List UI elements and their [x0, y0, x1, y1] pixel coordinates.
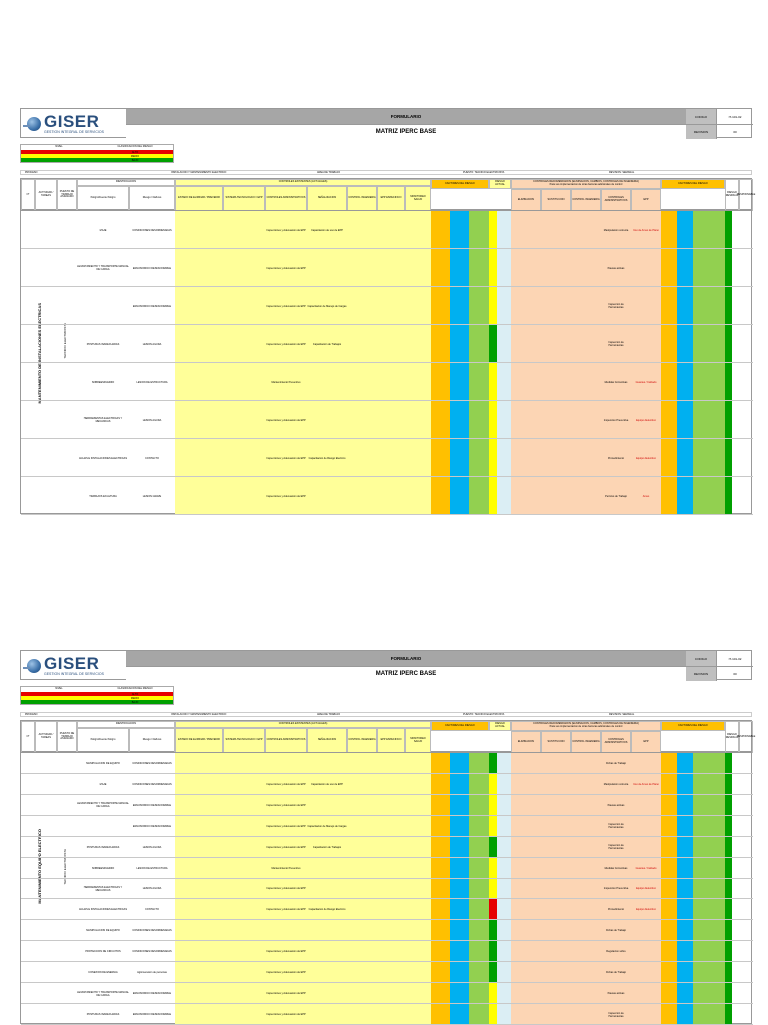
current-risk-cell	[489, 363, 497, 400]
epp-text: Uso de Arnes de Plano	[633, 228, 659, 232]
current-risk-cell	[489, 837, 497, 857]
epp-text: Equipo dielectrico	[636, 456, 656, 460]
activity-text	[77, 287, 129, 325]
table-body	[20, 210, 752, 514]
proposals-title: CONTROLES RECOMENDADOS (ELIMINACION, CAMBIOS, CONTROLES DE INGENIERIA)	[533, 722, 639, 726]
legend-high: ALTO	[131, 150, 139, 154]
proposal-text: Permiso de Trabajo	[605, 494, 627, 498]
admin-control-text: Inspecciones y Adecuacion de EPP	[266, 908, 306, 912]
hazard-text: CONDICIONES DESORDENADAS	[132, 228, 172, 232]
process-info-row	[20, 170, 752, 175]
activity-text: POSTURAS INADECUADAS	[86, 1013, 120, 1017]
engineering-control-text	[307, 401, 347, 439]
activity-text: LEVANTAMIENTO Y TRANSPORTE MANUAL DE CARGA	[77, 265, 129, 271]
engineering-control-text	[307, 477, 347, 515]
activity-text	[77, 816, 129, 837]
admin-control-text: Inspecciones y Adecuacion de EPP	[266, 782, 306, 786]
activity-text: SOBREESFUERZO	[91, 866, 115, 870]
table-row	[21, 363, 753, 401]
col-post: PUESTO DE TRABAJO ASIGNADO	[57, 721, 77, 753]
admin-control-text: Inspecciones y Adecuacion de EPP	[266, 887, 306, 891]
proposal-text: Medidas Correctivas	[604, 380, 628, 384]
post-label: TECNICO ELECTRICISTA	[63, 323, 67, 359]
legend-high: ALTO	[131, 692, 139, 696]
residual-risk-cell	[725, 439, 732, 476]
epp-text	[631, 1004, 661, 1025]
col-c4: SEÑALIZACION	[307, 728, 347, 753]
info-area: AREA DE TRABAJO	[317, 171, 341, 174]
admin-control-text: Inspecciones y Adecuacion de EPP	[266, 845, 306, 849]
col-p4: CONTROLES ADMINISTRATIVOS	[601, 731, 631, 753]
risk-legend	[20, 144, 174, 163]
col-p1: ELIMINACION	[511, 731, 541, 753]
current-risk-cell	[489, 439, 497, 476]
admin-control-text: Inspecciones y Adecuacion de EPP	[266, 266, 306, 270]
table-row	[21, 920, 753, 941]
admin-control-text: Inspecciones y Adecuacion de EPP	[266, 971, 306, 975]
residual-risk-cell	[725, 983, 732, 1003]
table-row	[21, 879, 753, 900]
residual-risk-cell	[725, 879, 732, 899]
revision-label: REVISION	[686, 667, 716, 681]
proposal-text: Procedimiento	[608, 908, 624, 912]
col-p1: ELIMINACION	[511, 189, 541, 211]
globe-icon	[27, 659, 41, 673]
epp-text: Uso de Arnes de Plano	[633, 782, 659, 786]
engineering-control-text: Capacitacion de uso de EPP	[311, 228, 343, 232]
admin-control-text: Inspecciones y Adecuacion de EPP	[266, 1013, 306, 1017]
engineering-control-text	[307, 920, 347, 941]
current-risk-cell	[489, 401, 497, 438]
proposal-text: Inspeccion de Herramientas	[608, 341, 624, 347]
residual-risk-cell	[725, 920, 732, 940]
area-label: MANTENIMIENTO EQUIPO ELECTRICO	[37, 829, 42, 904]
info-process: PROCESO	[25, 171, 38, 174]
epp-text	[631, 753, 661, 774]
current-risk-cell	[489, 879, 497, 899]
table-row	[21, 816, 753, 837]
info-process-name: INSTALACION Y MANTENIMIENTO ELECTRICO	[171, 713, 227, 716]
col-c2: SISTEMA TECNOLOGICO / EPP	[223, 186, 265, 211]
proposal-text: Manipulacion correcta	[603, 782, 629, 786]
current-risk-cell	[489, 325, 497, 362]
table-header	[20, 720, 756, 752]
col-proposals	[511, 721, 661, 731]
col-current-risk: RIESGO ACTUAL	[489, 721, 511, 731]
risk-legend	[20, 686, 174, 705]
proposal-text: Pausas activas	[607, 803, 625, 807]
epp-text	[631, 287, 661, 325]
residual-risk-cell	[725, 816, 732, 836]
col-activity: ACTIVIDAD / TAREAS	[35, 721, 57, 753]
legend-level-header: NIVEL	[55, 687, 63, 690]
proposal-text: Manipulacion correcta	[603, 228, 629, 232]
table-row	[21, 941, 753, 962]
legend-medium: MEDIO	[130, 696, 140, 700]
hazard-text: CONTACTO	[145, 456, 159, 460]
hazard-text: ERGONOMICO DESFAVORABLE	[132, 992, 172, 996]
hazard-text: LESION AGUDA	[142, 845, 162, 849]
brand-logo	[21, 109, 126, 139]
col-p5: EPP	[631, 189, 661, 211]
matrix-sheet-2	[20, 650, 756, 1024]
proposal-text: Fichas de Trabajo	[606, 929, 626, 933]
col-hazard: Peligro/Fuente Peligro	[77, 728, 129, 753]
hazard-text: LESION DE ESTRUCTURA	[136, 380, 168, 384]
current-risk-cell	[489, 1004, 497, 1024]
code-value: IT-101-02	[716, 109, 753, 124]
document-header	[20, 650, 752, 680]
epp-text: Equipo dielectrico	[636, 908, 656, 912]
activity-text: HERRAMIENTAS ELECTRICAS Y MECANICAS	[83, 417, 123, 423]
table-row	[21, 439, 753, 477]
current-risk-cell	[489, 899, 497, 919]
epp-text	[631, 983, 661, 1004]
col-factors: FACTORES DEL RIESGO	[431, 721, 489, 731]
proposals-subtitle: Para sus implementacion de otras barreras adicionales de control	[549, 725, 623, 728]
engineering-control-text	[307, 858, 347, 879]
proposal-text: Inspeccion de Herramientas	[608, 303, 624, 309]
col-factors-2: FACTORES DEL RIESGO	[661, 179, 725, 189]
current-risk-cell	[489, 795, 497, 815]
col-current-risk: RIESGO ACTUAL	[489, 179, 511, 189]
current-risk-cell	[489, 941, 497, 961]
col-responsible: RESPONSABLE	[739, 179, 753, 211]
residual-risk-cell	[725, 477, 732, 514]
activity-text: HERRAMIENTAS ELECTRICAS Y MECANICAS	[83, 885, 123, 892]
admin-control-text: Inspecciones y Adecuacion de EPP	[266, 342, 306, 346]
epp-text: Arnes	[642, 494, 650, 498]
residual-risk-cell	[725, 211, 732, 248]
epp-text	[631, 325, 661, 363]
table-row	[21, 753, 753, 774]
col-responsible: RESPONSABLE	[739, 721, 753, 753]
table-row	[21, 962, 753, 983]
hazard-text: ERGONOMICO DESFAVORABLE	[132, 304, 172, 308]
col-p4: CONTROLES ADMINISTRATIVOS	[601, 189, 631, 211]
table-row	[21, 401, 753, 439]
engineering-control-text	[307, 249, 347, 287]
col-p3: CONTROL INGENIERIA	[571, 189, 601, 211]
proposal-text: Inspeccion Preventiva	[603, 887, 629, 891]
admin-control-text: Inspecciones y Adecuacion de EPP	[266, 950, 306, 954]
col-factors-2: FACTORES DEL RIESGO	[661, 721, 725, 731]
col-p2: SUSTITUCION	[541, 189, 571, 211]
engineering-control-text: Capacitacion de Trabajos	[312, 845, 342, 849]
engineering-control-text: Capacitacion de uso de EPP	[311, 782, 343, 786]
proposal-text: Pausas activas	[607, 992, 625, 996]
col-residual-risk: RIESGO RESIDUAL	[725, 721, 739, 753]
hazard-text: CONDICIONES DESORDENADAS	[132, 761, 172, 765]
activity-text: IZAJE	[99, 228, 107, 232]
table-body	[20, 752, 752, 1024]
info-process-name: INSTALACION Y MANTENIMIENTO ELECTRICO	[171, 171, 227, 174]
table-header	[20, 178, 756, 210]
current-risk-cell	[489, 920, 497, 940]
info-post: PUESTO: TECNICO ELECTRICISTA	[463, 713, 505, 716]
document-title: MATRIZ IPERC BASE	[126, 666, 686, 681]
code-label: CODIGO	[686, 651, 716, 666]
engineering-control-text	[307, 941, 347, 962]
activity-text: MANIPULACION DE EQUIPO	[86, 929, 120, 933]
residual-risk-cell	[725, 795, 732, 815]
residual-risk-cell	[725, 774, 732, 794]
hazard-text: LESION DE ESTRUCTURA	[136, 866, 168, 870]
admin-control-text: Mantenimiento Preventivo	[271, 866, 301, 870]
info-revision: REVISION: SEMANAL	[609, 171, 635, 174]
col-c3: CONTROLES ADMINISTRATIVOS	[265, 186, 307, 211]
residual-risk-cell	[725, 899, 732, 919]
col-c1: ESTADO DE ELIMINAR / PREVENIR	[175, 728, 223, 753]
col-c1: ESTADO DE ELIMINAR / PREVENIR	[175, 186, 223, 211]
col-controls: CONTROLES EXISTENTES (ACT.GIALES)	[175, 721, 431, 728]
activity-text: AGUAS E INSTALACIONES ELECTRICAS	[78, 456, 128, 460]
code-value: IT-101-02	[716, 651, 753, 666]
brand-name: GISER	[44, 654, 100, 674]
table-row	[21, 477, 753, 515]
hazard-text: ERGONOMICO DESFAVORABLE	[132, 1013, 172, 1017]
epp-text	[631, 249, 661, 287]
admin-control-text: Inspecciones y Adecuacion de EPP	[266, 456, 306, 460]
current-risk-cell	[489, 249, 497, 286]
residual-risk-cell	[725, 249, 732, 286]
engineering-control-text	[307, 879, 347, 900]
legend-medium: MEDIO	[130, 154, 140, 158]
info-revision: REVISION: SEMANAL	[609, 713, 635, 716]
engineering-control-text: Capacitacion de Manejo de Cargas	[307, 824, 347, 828]
col-number: N°	[21, 721, 35, 753]
engineering-control-text: Capacitacion de Riesgo Electrico	[308, 908, 346, 912]
col-c6: EPP ESPECIFICO	[377, 186, 405, 211]
activity-text: PROTECCION DE CIRCUITOS	[85, 950, 121, 954]
proposal-text: Regulacion sobre	[606, 950, 626, 954]
admin-control-text	[265, 920, 307, 941]
legend-class-header: CLASIFICACION DEL RIESGO	[117, 687, 153, 690]
residual-risk-cell	[725, 962, 732, 982]
hazard-text: CONDICIONES DESORDENADAS	[132, 929, 172, 933]
activity-text: IZAJE	[99, 782, 107, 786]
admin-control-text: Inspecciones y Adecuacion de EPP	[266, 824, 306, 828]
col-c4: SEÑALIZACION	[307, 186, 347, 211]
residual-risk-cell	[725, 287, 732, 324]
proposal-text: Procedimiento	[608, 456, 624, 460]
current-risk-cell	[489, 753, 497, 773]
table-row	[21, 858, 753, 879]
current-risk-cell	[489, 858, 497, 878]
col-c2: SISTEMA TECNOLOGICO / EPP	[223, 728, 265, 753]
admin-control-text: Inspecciones y Adecuacion de EPP	[266, 494, 306, 498]
form-label: FORMULARIO	[126, 109, 686, 124]
proposal-text: Fichas de Trabajo	[606, 761, 626, 765]
admin-control-text: Inspecciones y Adecuacion de EPP	[266, 304, 306, 308]
proposals-title: CONTROLES RECOMENDADOS (ELIMINACION, CAMBIOS, CONTROLES DE INGENIERIA)	[533, 180, 639, 184]
col-identification: IDENTIFICACION	[77, 721, 175, 728]
code-label: CODIGO	[686, 109, 716, 124]
activity-text: SOBREESFUERZO	[91, 380, 115, 384]
col-p3: CONTROL INGENIERIA	[571, 731, 601, 753]
hazard-text: LESION AGUDA	[142, 342, 162, 346]
engineering-control-text	[307, 363, 347, 401]
table-row	[21, 249, 753, 287]
admin-control-text	[265, 753, 307, 774]
revision-value: 00	[716, 125, 753, 139]
col-c7: MONITOREO SALUD	[405, 728, 431, 753]
admin-control-text: Mantenimiento Preventivo	[271, 380, 301, 384]
proposal-text: Inspeccion de Herramientas	[608, 823, 624, 830]
proposal-text: Inspeccion de Herramientas	[608, 1011, 624, 1018]
col-p5: EPP	[631, 731, 661, 753]
epp-text: Equipo dielectrico	[636, 418, 656, 422]
epp-text: Guantes / Calzado	[635, 380, 657, 384]
epp-text: Equipo dielectrico	[636, 887, 656, 891]
activity-text: CONEXION DE ENERGIA	[88, 971, 118, 975]
epp-text	[631, 816, 661, 837]
epp-text	[631, 962, 661, 983]
hazard-text: CONDICIONES DESORDENADAS	[132, 782, 172, 786]
residual-risk-cell	[725, 401, 732, 438]
residual-risk-cell	[725, 1004, 732, 1024]
hazard-text: LESION GRAVE	[142, 494, 162, 498]
col-controls: CONTROLES EXISTENTES (ACT.GIALES)	[175, 179, 431, 186]
residual-risk-cell	[725, 363, 732, 400]
epp-text: Guantes / Calzado	[635, 866, 657, 870]
activity-text: LEVANTAMIENTO Y TRANSPORTE MANUAL DE CARGA	[77, 802, 129, 809]
proposals-subtitle: Para sus implementacion de otras barreras adicionales de control	[549, 183, 623, 186]
matrix-sheet-1	[20, 108, 756, 514]
col-p2: SUSTITUCION	[541, 731, 571, 753]
engineering-control-text: Capacitacion de Manejo de Cargas	[307, 304, 347, 308]
engineering-control-text: Capacitacion de Trabajos	[312, 342, 342, 346]
epp-text	[631, 795, 661, 816]
table-row	[21, 774, 753, 795]
proposal-text: Inspeccion Preventiva	[603, 418, 629, 422]
proposal-text: Fichas de Trabajo	[606, 971, 626, 975]
col-activity: ACTIVIDAD / TAREAS	[35, 179, 57, 211]
activity-text: MANIPULACION DE EQUIPO	[86, 761, 120, 765]
revision-value: 00	[716, 667, 753, 681]
proposal-text: Inspeccion de Herramientas	[608, 844, 624, 851]
activity-text: AGUAS E INSTALACIONES ELECTRICAS	[78, 908, 128, 912]
legend-low: BAJO	[131, 158, 139, 162]
col-c5: CONTROL INGENIERIA	[347, 728, 377, 753]
hazard-text: CONTACTO	[145, 908, 159, 912]
admin-control-text: Inspecciones y Adecuacion de EPP	[266, 228, 306, 232]
revision-label: REVISION	[686, 125, 716, 139]
table-row	[21, 899, 753, 920]
col-hazard: Peligro/Fuente Peligro	[77, 186, 129, 211]
area-label: MANTENIMIENTO DE INSTALACIONES ELECTRICAS	[37, 303, 42, 404]
brand-logo	[21, 651, 126, 681]
engineering-control-text	[307, 962, 347, 983]
current-risk-cell	[489, 962, 497, 982]
info-post: PUESTO: TECNICO ELECTRICISTA	[463, 171, 505, 174]
col-number: N°	[21, 179, 35, 211]
process-info-row	[20, 712, 752, 717]
document-title: MATRIZ IPERC BASE	[126, 124, 686, 139]
brand-subtitle: GESTION INTEGRAL DE SERVICIOS	[44, 130, 104, 135]
residual-risk-cell	[725, 325, 732, 362]
engineering-control-text: Capacitacion de Riesgo Electrico	[308, 456, 346, 460]
current-risk-cell	[489, 774, 497, 794]
col-post: PUESTO DE TRABAJO ASIGNADO	[57, 179, 77, 211]
hazard-text: ERGONOMICO DESFAVORABLE	[132, 803, 172, 807]
legend-low: BAJO	[131, 700, 139, 704]
hazard-text: Aglomeracion de personas	[137, 971, 167, 975]
document-header	[20, 108, 752, 138]
proposal-text: Medidas Correctivas	[604, 866, 628, 870]
table-row	[21, 211, 753, 249]
info-process: PROCESO	[25, 713, 38, 716]
table-row	[21, 287, 753, 325]
legend-level-header: NIVEL	[55, 145, 63, 148]
col-proposals	[511, 179, 661, 189]
table-row	[21, 983, 753, 1004]
proposal-text: Pausas activas	[607, 266, 625, 270]
activity-text: LEVANTAMIENTO Y TRANSPORTE MANUAL DE CARGA	[77, 990, 129, 997]
col-factors: FACTORES DEL RIESGO	[431, 179, 489, 189]
current-risk-cell	[489, 287, 497, 324]
admin-control-text: Inspecciones y Adecuacion de EPP	[266, 803, 306, 807]
epp-text	[631, 837, 661, 858]
hazard-text: ERGONOMICO DESFAVORABLE	[132, 824, 172, 828]
residual-risk-cell	[725, 858, 732, 878]
activity-text: TRABAJOS EN ALTURA	[89, 494, 117, 498]
globe-icon	[27, 117, 41, 131]
table-row	[21, 1004, 753, 1025]
brand-name: GISER	[44, 112, 100, 132]
admin-control-text: Inspecciones y Adecuacion de EPP	[266, 992, 306, 996]
residual-risk-cell	[725, 753, 732, 773]
current-risk-cell	[489, 983, 497, 1003]
engineering-control-text	[307, 983, 347, 1004]
engineering-control-text	[307, 753, 347, 774]
col-c7: MONITOREO SALUD	[405, 186, 431, 211]
table-row	[21, 795, 753, 816]
hazard-text: CONDICIONES DESORDENADAS	[132, 950, 172, 954]
col-risk: Riesgo / Dañoso	[129, 728, 175, 753]
col-risk: Riesgo / Dañoso	[129, 186, 175, 211]
brand-subtitle: GESTION INTEGRAL DE SERVICIOS	[44, 672, 104, 677]
residual-risk-cell	[725, 941, 732, 961]
activity-text: POSTURAS INADECUADAS	[86, 845, 120, 849]
col-c6: EPP ESPECIFICO	[377, 728, 405, 753]
table-row	[21, 837, 753, 858]
engineering-control-text	[307, 795, 347, 816]
post-label: TECNICO ELECTRICISTA	[63, 849, 67, 885]
current-risk-cell	[489, 477, 497, 514]
current-risk-cell	[489, 816, 497, 836]
admin-control-text: Inspecciones y Adecuacion de EPP	[266, 418, 306, 422]
legend-class-header: CLASIFICACION DEL RIESGO	[117, 145, 153, 148]
form-label: FORMULARIO	[126, 651, 686, 666]
col-residual-risk: RIESGO RESIDUAL	[725, 179, 739, 211]
table-row	[21, 325, 753, 363]
engineering-control-text	[307, 1004, 347, 1025]
col-c5: CONTROL INGENIERIA	[347, 186, 377, 211]
hazard-text: LESION AGUDA	[142, 418, 162, 422]
activity-text: POSTURAS INADECUADAS	[86, 342, 120, 346]
current-risk-cell	[489, 211, 497, 248]
residual-risk-cell	[725, 837, 732, 857]
col-c3: CONTROLES ADMINISTRATIVOS	[265, 728, 307, 753]
col-identification: IDENTIFICACION	[77, 179, 175, 186]
info-area: AREA DE TRABAJO	[317, 713, 341, 716]
epp-text	[631, 941, 661, 962]
hazard-text: ERGONOMICO DESFAVORABLE	[132, 266, 172, 270]
hazard-text: LESION AGUDA	[142, 887, 162, 891]
epp-text	[631, 920, 661, 941]
